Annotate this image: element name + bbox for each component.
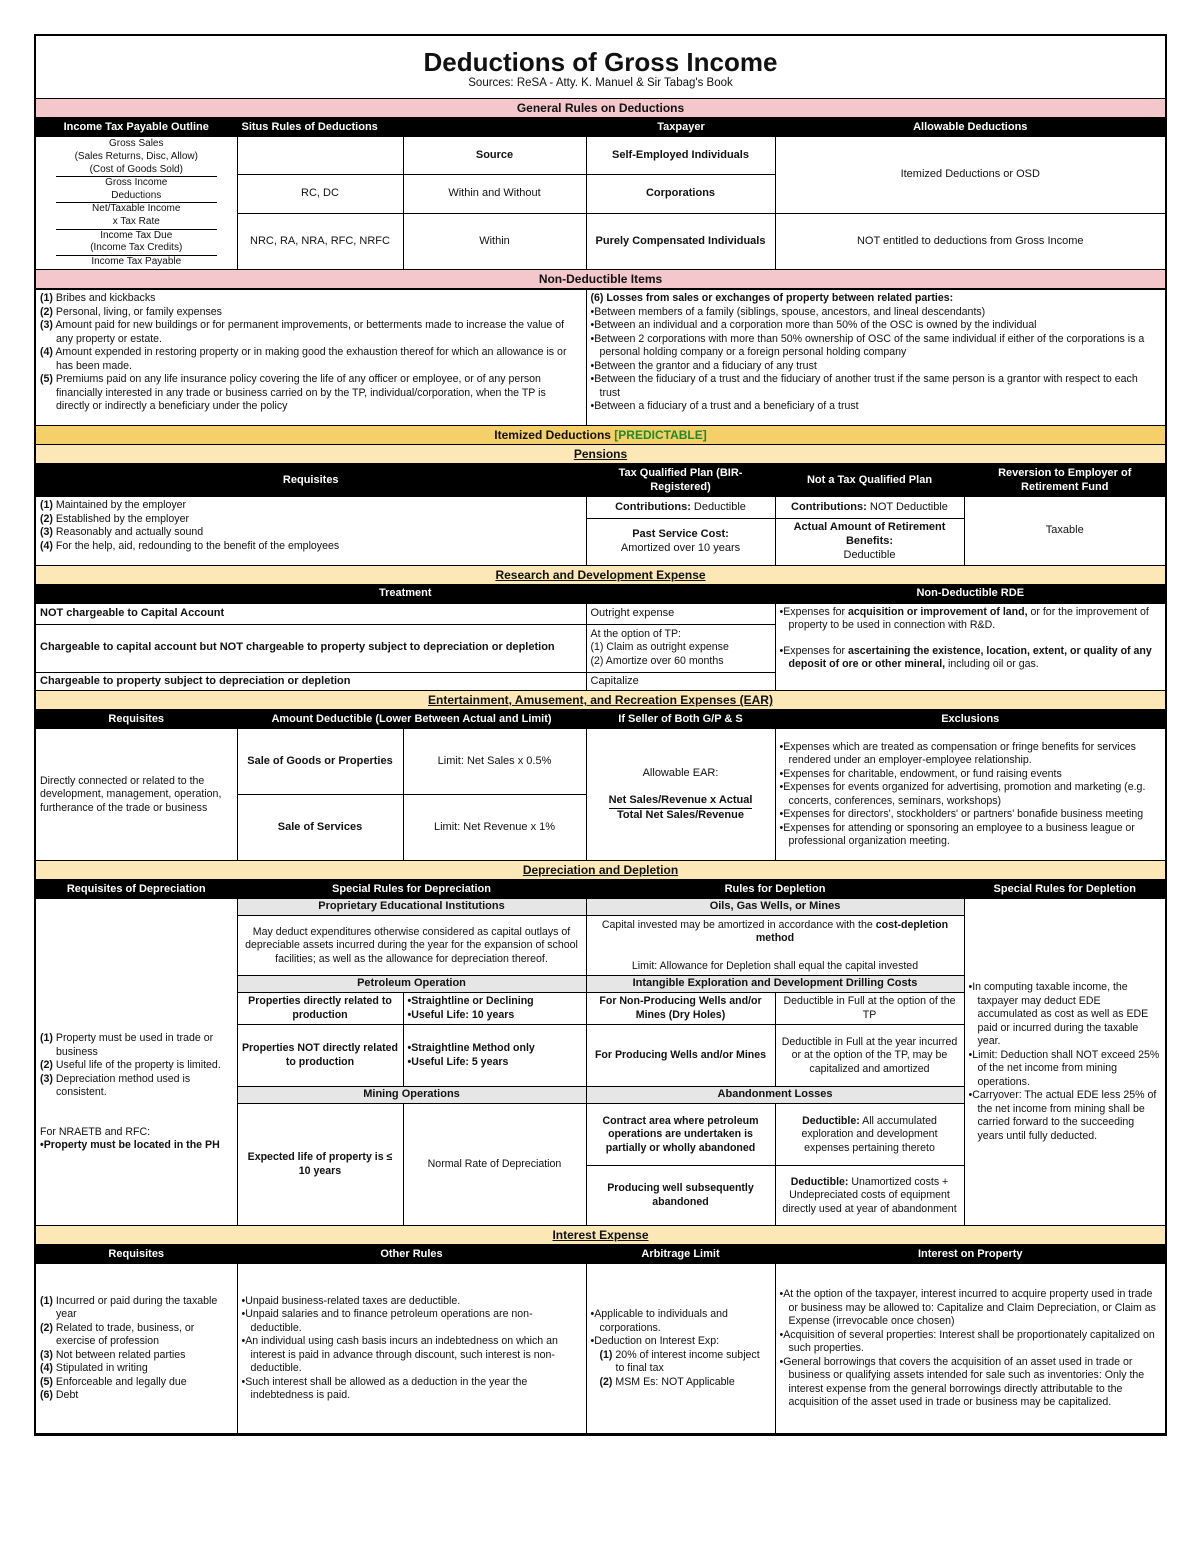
col-special-depletion: Special Rules for Depletion: [964, 881, 1165, 899]
nraetb-rule: • Property must be located in the PH: [40, 1139, 233, 1153]
col-dep-requisites: Requisites of Depreciation: [36, 881, 237, 899]
bullet-item: • Acquisition of several properties: Interest shall be proportionately capitalized on such properties.: [780, 1329, 1162, 1356]
col-requisites: Requisites: [36, 465, 586, 497]
list-item: (5) Enforceable and legally due: [40, 1375, 187, 1388]
petro-indirect-rules: • Straightline Method only • Useful Life: 5 years: [403, 1025, 586, 1087]
outline-line: x Tax Rate: [56, 216, 217, 230]
rde-band: [36, 566, 1165, 585]
col-taxpayer-allowable: [586, 119, 1165, 137]
outline-line: Income Tax Payable: [91, 255, 182, 267]
rde-outright-expense: Outright expense: [586, 603, 775, 624]
bullet-item: • Between the fiduciary of a trust and the fiduciary of another trust if the same person is a grantor with respect to each trust: [591, 373, 1162, 400]
col-int-requisites: Requisites: [36, 1246, 237, 1264]
bullet-item: • Expenses for events organized for advertising, promotion and marketing (e.g. concerts, conferences, seminars, workshops): [780, 781, 1161, 808]
col-depletion: Rules for Depletion: [586, 881, 964, 899]
bullet-item: • Unpaid business-related taxes are deductible.: [242, 1295, 582, 1309]
list-item: (4) For the help, aid, redounding to the benefit of the employees: [40, 539, 340, 552]
col-allowable: Allowable Deductions: [913, 121, 1028, 133]
list-item: (4) Stipulated in writing: [40, 1362, 148, 1375]
bullet-item: • Unpaid salaries and to finance petroleum operations are non-deductible.: [242, 1308, 582, 1335]
ear-band: [36, 691, 1165, 710]
aban-contract-area: Contract area where petroleum operations are undertaken is partially or wholly abandoned: [586, 1104, 775, 1166]
list-item: (3) Reasonably and actually sound: [40, 526, 204, 539]
page-title: Deductions of Gross Income: [423, 47, 778, 77]
bullet-item: • Between members of a family (siblings, spouse, ancestors, and lineal descendants): [591, 306, 1162, 320]
ear-table: [36, 710, 1165, 861]
col-arbitrage: Arbitrage Limit: [586, 1246, 775, 1264]
pei-text: May deduct expenditures otherwise considered as capital outlays of depreciable assets incurred during the year for the expansion of school facilities; as well as the allowance for depreciation thereof.: [237, 916, 586, 976]
situs-blank: [237, 137, 403, 175]
rde-nondeductible-item: • Expenses for acquisition or improvement of land, or for the improvement of property to be used in connection with R&D.: [780, 606, 1161, 633]
pension-requisites: [36, 497, 586, 565]
list-item: (6) Debt: [40, 1389, 79, 1402]
taxpayer-purely-compensated: Purely Compensated Individuals: [586, 214, 775, 270]
col-ear-requisites: Requisites: [36, 711, 237, 729]
bullet-item: • Expenses for directors', stockholders' or partners' bonafide business meeting: [780, 808, 1161, 822]
itemized-label: Itemized Deductions: [494, 428, 611, 443]
outline-line: Gross Income: [105, 177, 168, 189]
idc-producing-rule: Deductible in Full at the year incurred or at the option of the TP, may be capitalized and amortized: [775, 1025, 964, 1087]
interest-label: Interest Expense: [552, 1228, 649, 1243]
interest-other-rules: [237, 1264, 586, 1434]
situs-resident-taxpayers: RC, DC: [237, 175, 403, 214]
list-item: (4) Amount expended in restoring property or in making good the exhaustion thereof for which an allowance is or has been made.: [40, 346, 567, 372]
rde-chargeable-property: Chargeable to property subject to depreciation or depletion: [36, 672, 586, 691]
non-deductible-table: [36, 289, 1165, 426]
general-rules-table: [36, 118, 1165, 270]
petro-direct-rules: • Straightline or Declining • Useful Life: 10 years: [403, 993, 586, 1025]
depreciation-band: [36, 861, 1165, 880]
allowable-itemized-or-osd: Itemized Deductions or OSD: [775, 137, 1165, 214]
interest-requisites: [36, 1264, 237, 1434]
list-item: (2) Useful life of the property is limited.: [40, 1059, 221, 1072]
list-item: (2) MSM Es: NOT Applicable: [599, 1375, 735, 1388]
bullet-item: • General borrowings that covers the acquisition of an asset used in trade or business or qualifying assets intended for sale such as inventories: Only the interest expense from the general borrowings directly attributable to the acquisition of the asset used in trade or business may be capitalized.: [780, 1356, 1162, 1410]
list-item: (3) Amount paid for new buildings or for permanent improvements, or betterments made to increase the value of any property or estate.: [40, 319, 565, 345]
itemized-deductions-band: [36, 426, 1165, 445]
list-item: (2) Related to trade, business, or exercise of profession: [40, 1321, 195, 1348]
ear-both-formula: Allowable EAR: Net Sales/Revenue x Actual Total Net Sales/Revenue: [586, 729, 775, 861]
income-tax-outline: [36, 137, 237, 270]
bullet-item: • Deduction on Interest Exp:: [591, 1335, 771, 1349]
related-party-title: (6) Losses from sales or exchanges of property between related parties:: [590, 292, 954, 305]
bullet-item: • Carryover: The actual EDE less 25% of the net income from mining shall be carried forward to the succeeding years until fully deducted.: [969, 1089, 1162, 1143]
interest-arbitrage: [586, 1264, 775, 1434]
rde-nondeductible-list: [775, 603, 1165, 691]
col-situs: Situs Rules of Deductions: [237, 119, 586, 137]
col-seller-both: If Seller of Both G/P & S: [586, 711, 775, 729]
allowable-not-entitled: NOT entitled to deductions from Gross Income: [775, 214, 1165, 270]
situs-nonresident-taxpayers: NRC, RA, NRA, RFC, NRFC: [237, 214, 403, 270]
col-reversion: Reversion to Employer of Retirement Fund: [964, 465, 1165, 497]
oil-gas-text: Capital invested may be amortized in accordance with the cost-depletion method Limit: Allowance for Depletion shall equal the capital invested: [586, 916, 964, 976]
outline-line: Income Tax Due: [100, 229, 173, 241]
list-item: (2) Established by the employer: [40, 512, 189, 525]
list-item: (3) Depreciation method used is consistent.: [40, 1072, 191, 1099]
col-tax-qualified: Tax Qualified Plan (BIR-Registered): [586, 465, 775, 497]
list-item: (5) Premiums paid on any life insurance policy covering the life of any officer or employee, or of any person financially interested in any trade or business carried on by the TP, individual/corporation, when the TP is directly or indirectly a beneficiary under the policy: [40, 373, 546, 413]
related-party-losses: [586, 290, 1165, 426]
nonqualified-actual-benefits: Actual Amount of Retirement Benefits: Deductible: [775, 519, 964, 565]
qualified-past-service: Past Service Cost: Amortized over 10 years: [586, 519, 775, 565]
pensions-table: [36, 464, 1165, 565]
bullet-item: • Applicable to individuals and corporations.: [591, 1308, 771, 1335]
rde-nondeductible-item: • Expenses for ascertaining the existence, location, extent, or quality of any deposit of ore or other mineral, including oil or gas.: [780, 645, 1161, 672]
outline-line: (Sales Returns, Disc, Allow): [74, 150, 198, 162]
list-item: (1) 20% of interest income subject to final tax: [599, 1348, 760, 1375]
nonqualified-contributions: Contributions: NOT Deductible: [775, 497, 964, 519]
reversion-taxable: Taxable: [964, 497, 1165, 565]
list-item: (1) Property must be used in trade or business: [40, 1032, 214, 1058]
pensions-band: [36, 445, 1165, 464]
bullet-item: • Expenses for attending or sponsoring an employee to a business league or professional organization meeting.: [780, 822, 1161, 849]
special-depletion-list: [964, 899, 1165, 1226]
ear-label: Entertainment, Amusement, and Recreation Expenses (EAR): [428, 693, 773, 708]
depreciation-label: Depreciation and Depletion: [522, 863, 679, 878]
dep-requisites: [36, 899, 237, 1226]
bullet-item: • An individual using cash basis incurs an indebtedness on which an interest is paid in advance through discount, such interest is non-deductible.: [242, 1335, 582, 1376]
list-item: (2) Personal, living, or family expenses: [40, 305, 222, 318]
list-item: (3) Not between related parties: [40, 1348, 186, 1361]
list-item: (1) Incurred or paid during the taxable year: [40, 1294, 218, 1321]
ear-requisite: Directly connected or related to the development, management, operation, furtherance of the trade or business: [36, 729, 237, 861]
bullet-item: • At the option of the taxpayer, interest incurred to acquire property used in trade or business may be allowed to: Capitalize and Claim Depreciation, or Claim as Expense (irrevocable once chosen): [780, 1288, 1162, 1329]
nraetb-label: For NRAETB and RFC:: [40, 1125, 151, 1138]
col-interest-property: Interest on Property: [775, 1246, 1165, 1264]
bullet-item: • Between the grantor and a fiduciary of any trust: [591, 360, 1162, 374]
col-taxpayer: Taxpayer: [657, 121, 705, 133]
mining-rate: Normal Rate of Depreciation: [403, 1104, 586, 1226]
ear-goods-limit: Limit: Net Sales x 0.5%: [403, 729, 586, 795]
rde-capitalize: Capitalize: [586, 672, 775, 691]
aban-producing-well: Producing well subsequently abandoned: [586, 1166, 775, 1226]
rde-not-chargeable: NOT chargeable to Capital Account: [36, 603, 586, 624]
list-item: (1) Bribes and kickbacks: [40, 292, 156, 305]
outline-line: (Cost of Goods Sold): [56, 164, 217, 178]
idc-title: Intangible Exploration and Development Drilling Costs: [586, 976, 964, 993]
ear-services: Sale of Services: [237, 795, 403, 861]
predictable-tag: [PREDICTABLE]: [614, 428, 707, 443]
taxpayer-corporations: Corporations: [586, 175, 775, 214]
rde-chargeable-capital: Chargeable to capital account but NOT chargeable to property subject to depreciation or depletion: [36, 624, 586, 672]
non-deductible-list: [36, 290, 586, 426]
ear-exclusions-list: [775, 729, 1165, 861]
petro-direct: Properties directly related to production: [237, 993, 403, 1025]
col-amount-deductible: Amount Deductible (Lower Between Actual and Limit): [237, 711, 586, 729]
interest-on-property: [775, 1264, 1165, 1434]
mining-title: Mining Operations: [237, 1087, 586, 1104]
aban-contract-rule: Deductible: All accumulated exploration and development expenses pertaining thereto: [775, 1104, 964, 1166]
col-nondeductible-rde: Non-Deductible RDE: [775, 585, 1165, 603]
document-header: [36, 36, 1165, 99]
col-special-dep: Special Rules for Depreciation: [237, 881, 586, 899]
general-rules-band: General Rules on Deductions: [36, 99, 1165, 118]
idc-nonproducing: For Non-Producing Wells and/or Mines (Dry Holes): [586, 993, 775, 1025]
interest-band: [36, 1226, 1165, 1245]
mining-life: Expected life of property is ≤ 10 years: [237, 1104, 403, 1226]
bullet-item: • Between a fiduciary of a trust and a beneficiary of a trust: [591, 400, 1162, 414]
bullet-item: • Expenses for charitable, endowment, or fund raising events: [780, 768, 1161, 782]
col-treatment: Treatment: [36, 585, 775, 603]
bullet-item: • In computing taxable income, the taxpayer may deduct EDE accumulated as cost as well as EDE paid or incurred during the taxable year.: [969, 981, 1162, 1049]
abandonment-title: Abandonment Losses: [586, 1087, 964, 1104]
qualified-contributions: Contributions: Deductible: [586, 497, 775, 519]
outline-line: Net/Taxable Income: [92, 203, 181, 215]
idc-nonproducing-rule: Deductible in Full at the option of the TP: [775, 993, 964, 1025]
aban-producing-rule: Deductible: Unamortized costs + Undepreciated costs of equipment directly used at year of abandonment: [775, 1166, 964, 1226]
oil-gas-title: Oils, Gas Wells, or Mines: [586, 899, 964, 916]
outline-line: Gross Sales: [109, 138, 164, 150]
col-exclusions: Exclusions: [775, 711, 1165, 729]
col-not-tax-qualified: Not a Tax Qualified Plan: [775, 465, 964, 497]
outline-line: (Income Tax Credits): [56, 242, 217, 256]
taxpayer-self-employed: Self-Employed Individuals: [586, 137, 775, 175]
pei-title: Proprietary Educational Institutions: [237, 899, 586, 916]
pensions-label: Pensions: [573, 447, 628, 462]
bullet-item: • Limit: Deduction shall NOT exceed 25% of the net income from mining operations.: [969, 1049, 1162, 1090]
rde-option: At the option of TP: (1) Claim as outright expense (2) Amortize over 60 months: [586, 624, 775, 672]
sources-line: Sources: ReSA - Atty. K. Manuel & Sir Tabag's Book: [468, 77, 733, 89]
interest-table: [36, 1245, 1165, 1434]
non-deductible-band: Non-Deductible Items: [36, 270, 1165, 289]
bullet-item: • Between 2 corporations with more than 50% ownership of OSC of the same individual if either of the corporations is a personal holding company or a foreign personal holding company: [591, 333, 1162, 360]
bullet-item: • Expenses which are treated as compensation or fringe benefits for services rendered under an employer-employee relationship.: [780, 741, 1161, 768]
bullet-item: • Between an individual and a corporation more than 50% of the OSC is owned by the individual: [591, 319, 1162, 333]
situs-within-without: Within and Without: [403, 175, 586, 214]
rde-label: Research and Development Expense: [495, 567, 706, 582]
depreciation-table: [36, 880, 1165, 1226]
petro-indirect: Properties NOT directly related to production: [237, 1025, 403, 1087]
col-other-rules: Other Rules: [237, 1246, 586, 1264]
situs-within: Within: [403, 214, 586, 270]
situs-source-header: Source: [403, 137, 586, 175]
rde-table: [36, 585, 1165, 692]
list-item: (1) Maintained by the employer: [40, 499, 187, 512]
ear-services-limit: Limit: Net Revenue x 1%: [403, 795, 586, 861]
reviewer-sheet: [34, 34, 1167, 1436]
petroleum-title: Petroleum Operation: [237, 976, 586, 993]
col-outline: Income Tax Payable Outline: [36, 119, 237, 137]
outline-line: Deductions: [56, 190, 217, 204]
idc-producing: For Producing Wells and/or Mines: [586, 1025, 775, 1087]
ear-goods: Sale of Goods or Properties: [237, 729, 403, 795]
bullet-item: • Such interest shall be allowed as a deduction in the year the indebtedness is paid.: [242, 1376, 582, 1403]
